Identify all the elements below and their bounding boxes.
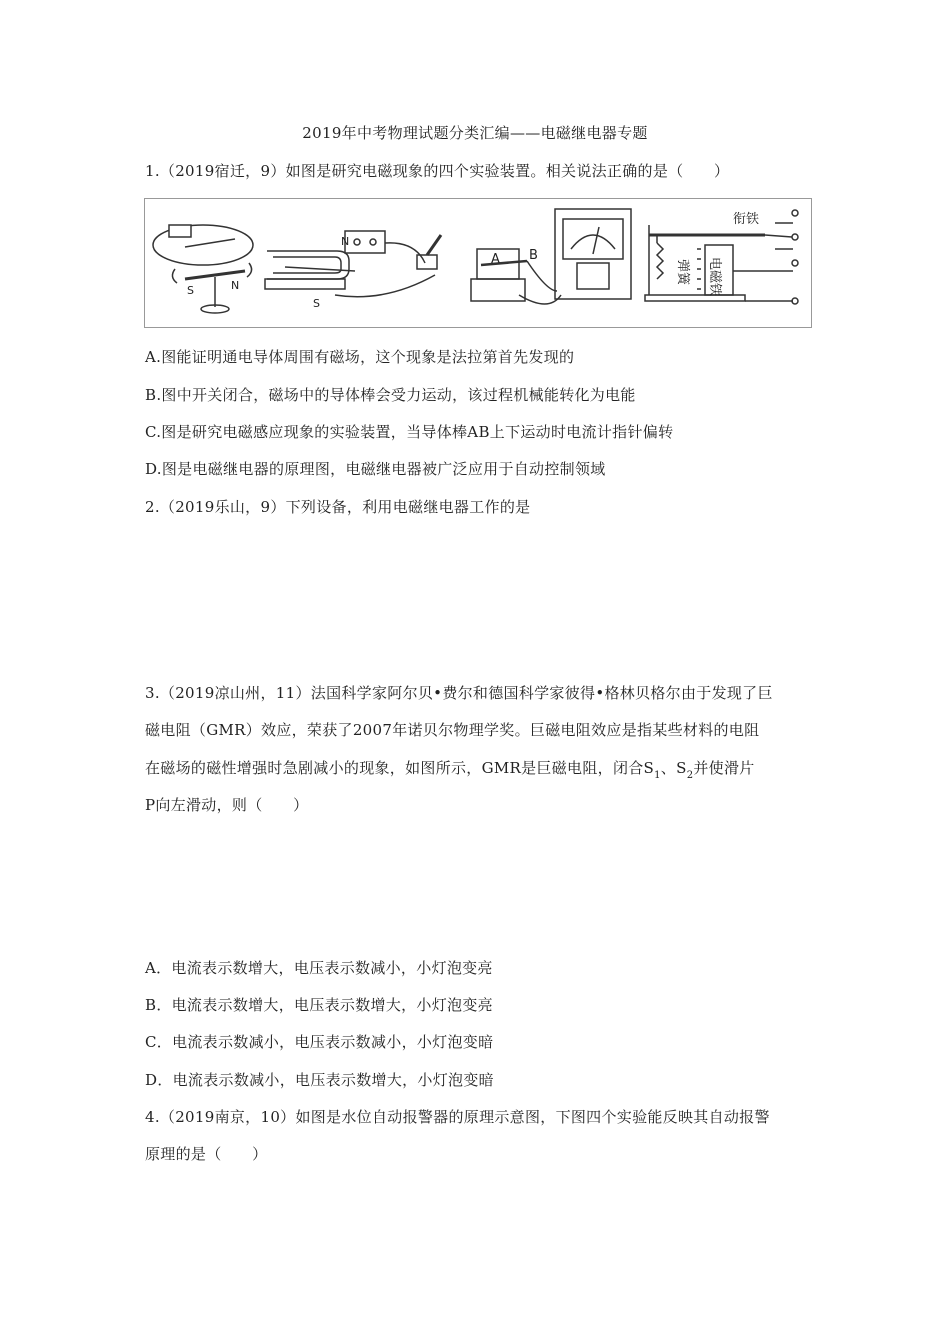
f1-s-label: S xyxy=(187,284,194,297)
experiment-figures xyxy=(145,199,813,329)
figure-motor xyxy=(265,231,441,297)
figure-oersted xyxy=(153,225,253,313)
q3-line-3-post: 并使滑片 xyxy=(693,759,755,777)
q3-s1-subscript: 1 xyxy=(654,770,661,781)
f4-armature-label: 衔铁 xyxy=(733,212,760,227)
f3-b-label: B xyxy=(529,248,538,263)
document-title: 2019年中考物理试题分类汇编——电磁继电器专题 xyxy=(302,124,648,142)
q4-line-1: 4.（2019南京，10）如图是水位自动报警器的原理示意图，下图四个实验能反映其自动报警 xyxy=(145,1108,770,1126)
q3-line-3-mid: 、S xyxy=(660,759,687,777)
f4-spring-text: 弹簧 xyxy=(675,259,690,286)
q1-option-d: D.图是电磁继电器的原理图，电磁继电器被广泛应用于自动控制领域 xyxy=(145,460,606,478)
q3-s2-subscript: 2 xyxy=(686,770,694,781)
q4-line-2: 原理的是（ ） xyxy=(145,1145,268,1163)
q3-line-3-pre: 在磁场的磁性增强时急剧减小的现象，如图所示，GMR是巨磁电阻，闭合S xyxy=(145,759,655,777)
q3-option-b: B．电流表示数增大，电压表示数增大，小灯泡变亮 xyxy=(145,996,493,1014)
q3-line-3 xyxy=(145,757,755,781)
q3-line-4: P向左滑动，则（ ） xyxy=(145,796,309,814)
q1-stem: 1.（2019宿迁，9）如图是研究电磁现象的四个实验装置。相关说法正确的是（ ） xyxy=(145,162,730,180)
q3-option-d: D．电流表示数减小，电压表示数增大，小灯泡变暗 xyxy=(145,1071,494,1089)
f1-n-label: N xyxy=(231,279,240,292)
q1-option-a: A.图能证明通电导体周围有磁场，这个现象是法拉第首先发现的 xyxy=(145,348,575,366)
f3-a-label: A xyxy=(491,252,500,267)
q3-line-1: 3.（2019凉山州，11）法国科学家阿尔贝•费尔和德国科学家彼得•格林贝格尔由于发现了巨 xyxy=(145,684,773,702)
f2-s-label: S xyxy=(313,297,320,310)
q1-figure xyxy=(144,198,812,328)
q1-option-c: C.图是研究电磁感应现象的实验装置，当导体棒AB上下运动时电流计指针偏转 xyxy=(145,423,674,441)
q3-option-c: C．电流表示数减小，电压表示数减小，小灯泡变暗 xyxy=(145,1033,494,1051)
q3-option-a: A．电流表示数增大，电压表示数减小，小灯泡变亮 xyxy=(145,959,493,977)
f4-electromagnet-text: 电磁铁 xyxy=(707,257,722,297)
f2-n-label: N xyxy=(341,235,350,248)
q3-line-2: 磁电阻（GMR）效应，荣获了2007年诺贝尔物理学奖。巨磁电阻效应是指某些材料的电阻 xyxy=(145,721,760,739)
q2-stem: 2.（2019乐山，9）下列设备，利用电磁继电器工作的是 xyxy=(145,498,531,516)
q1-option-b: B.图中开关闭合，磁场中的导体棒会受力运动，该过程机械能转化为电能 xyxy=(145,386,636,404)
